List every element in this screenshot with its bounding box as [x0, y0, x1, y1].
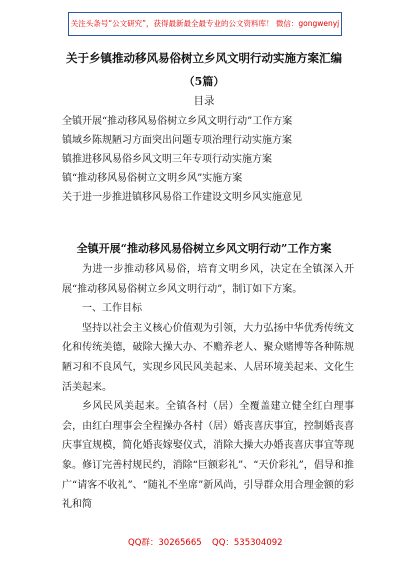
toc-heading: 目录 — [193, 95, 215, 107]
body-paragraph: 乡风民风美起来。全镇各村（居）全覆盖建立健全红白理事会，由红白理事会全程操办各村（居）婚丧喜庆事宜，控制婚丧喜庆事宜规模，简化婚丧嫁娶仪式，消除大操大办婚丧喜庆事宜等现象。修订完善村规民约，消除“巨额彩礼”、“天价彩礼”，倡导和推广“请客不收礼”、“随礼不坐席”新风尚，引导群众用合理金额的彩礼和简 — [62, 401, 354, 511]
footer-qq-contact: QQ：535304092 — [212, 538, 283, 548]
body-paragraph: 为进一步推动移风易俗，培育文明乡风，决定在全镇深入开展“推动移风易俗树立乡风文明行动”，制订如下方案。 — [62, 264, 354, 295]
page-footer — [0, 536, 408, 548]
section-title: 全镇开展“推动移风易俗树立乡风文明行动”工作方案 — [76, 242, 332, 255]
body-paragraph: 坚持以社会主义核心价值观为引领，大力弘扬中华优秀传统文化和传统美德，破除大操大办、不赡养老人、聚众赌博等各种陈规陋习和不良风气，实现乡风民风美起来、人居环境美起来、文化生活美起来。 — [62, 322, 354, 393]
promo-banner: 关注头条号“公文研究”，获得最新最全最专业的公文资料库！ 微信：gongwenyj — [68, 12, 342, 36]
table-of-contents — [62, 112, 382, 207]
footer-qq-group: QQ群：30265665 — [128, 538, 202, 548]
toc-item: 镇域乡陈规陋习方面突出问题专项治理行动实施方案 — [62, 135, 292, 146]
toc-item: 全镇开展“推动移风易俗树立乡风文明行动”工作方案 — [62, 116, 293, 127]
toc-item: 镇推进移风易俗乡风文明三年专项行动实施方案 — [62, 154, 272, 165]
document-title: 关于乡镇推动移风易俗树立乡风文明行动实施方案汇编 — [66, 51, 342, 65]
section-body — [62, 260, 354, 515]
toc-item: 关于进一步推进镇移风易俗工作建设文明乡风实施意见 — [62, 192, 302, 203]
section-heading: 一、工作目标 — [82, 303, 142, 315]
document-subtitle: （5篇） — [183, 75, 225, 88]
toc-item: 镇“推动移风易俗树立文明乡风”实施方案 — [62, 173, 243, 184]
